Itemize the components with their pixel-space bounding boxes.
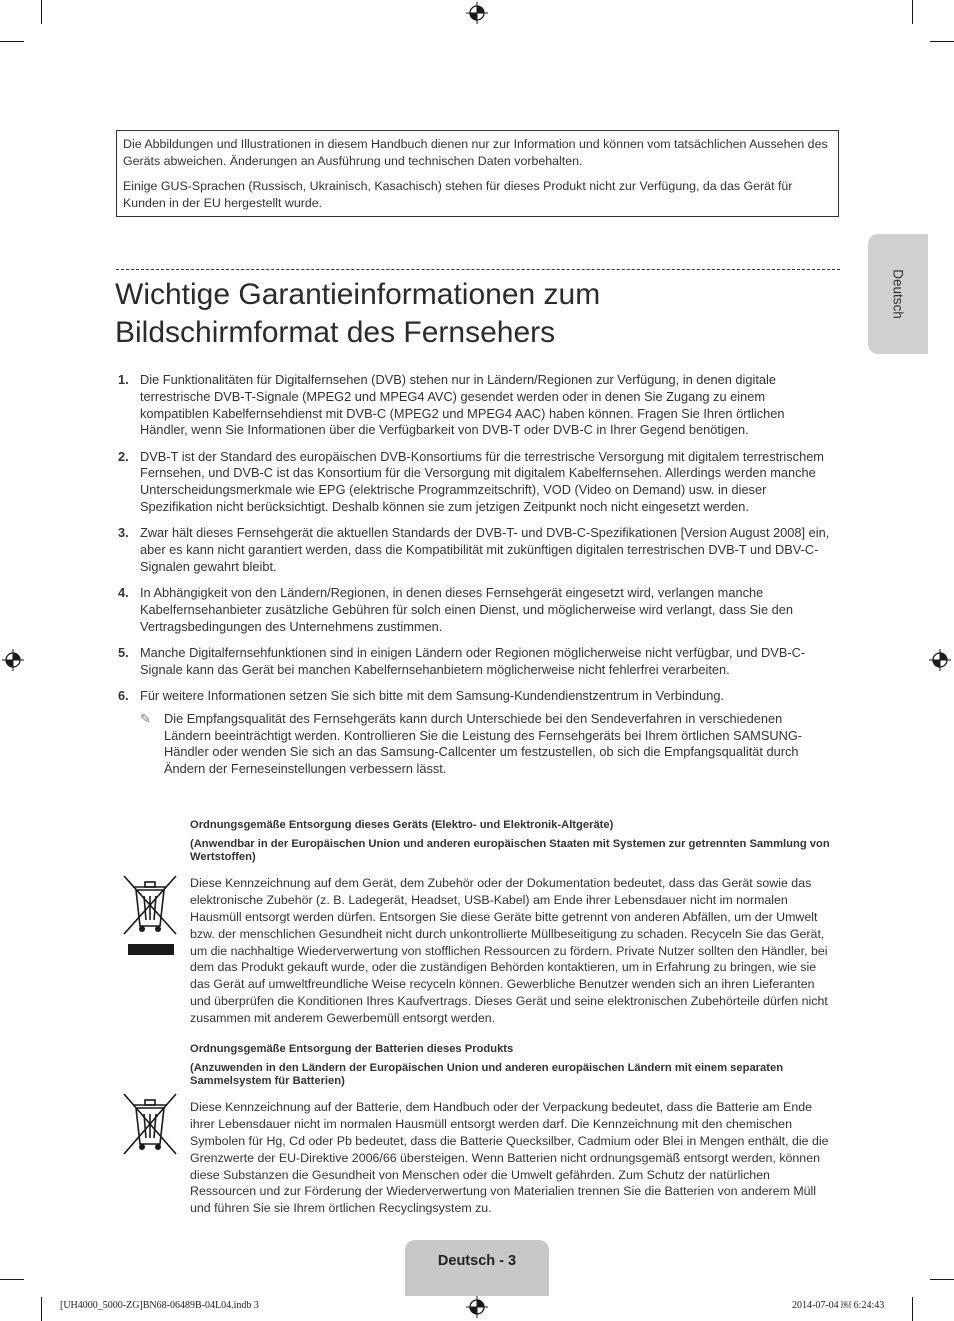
disclaimer-box: [116, 130, 839, 217]
list-item-number: 1.: [118, 372, 129, 387]
crop-mark: [912, 1297, 913, 1321]
list-item-text: In Abhängigkeit von den Ländern/Regionen, in denen dieses Fernsehgerät eingesetzt wird, verlangen manche Kabelfernsehanbieter zusätzliche Gebühren für solch einen Dienst, und möglicherweise wird verlangt, dass Sie den Vertragsbedingungen des Unternehmens zustimmen.: [140, 584, 794, 634]
list-item-text: Manche Digitalfernsehfunktionen sind in einigen Ländern oder Regionen möglicherweise nicht verfügbar, und DVB-C-Signale kann das Gerät bei manchen Kabelfernsehanbietern möglicherweise nicht fehlerfrei verarbeiten.: [140, 644, 806, 677]
registration-mark-icon: [466, 2, 488, 24]
list-item-number: 2.: [118, 448, 129, 464]
battery-body: Diese Kennzeichnung auf der Batterie, dem Handbuch oder der Verpackung bedeutet, dass die Batterie am Ende ihrer Lebensdauer nicht im normalen Hausmüll entsorgt werden darf. Die Kennzeichnung mit den chemischen Symbolen für Hg, Cd oder Pb bedeutet, dass die Batterie Quecksilber, Cadmium oder Blei in Mengen enthält, die die Grenzwerte der EU-Direktive 2006/66 übersteigen. Wenn Batterien nicht ordnungsgemäß entsorgt werden, können diese Substanzen die Gesundheit von Menschen oder die Umwelt gefährden. Zum Schutz der natürlichen Ressourcen und zur Förderung der Wiederverwertung von Materialien trennen Sie die Batterien von anderem Müll und führen Sie sie Ihrem örtlichen Recyclingsystem zu.: [190, 1100, 829, 1216]
weee-heading: Ordnungsgemäße Entsorgung dieses Geräts (Elektro- und Elektronik-Altgeräte): [190, 819, 614, 831]
list-item-number: 5.: [118, 644, 129, 660]
battery-heading: Ordnungsgemäße Entsorgung der Batterien dieses Produkts: [190, 1043, 514, 1055]
page-number-tab: [405, 1240, 549, 1296]
list-item-number: 4.: [118, 584, 129, 600]
list-item: [116, 449, 832, 516]
print-timestamp: 2014-07-04 ￼ 6:24:43: [792, 1300, 885, 1311]
list-item-number: 3.: [118, 525, 129, 541]
crop-mark: [41, 1297, 42, 1321]
list-item: [116, 645, 832, 679]
crop-mark: [930, 41, 954, 42]
list-item-number: 6.: [118, 687, 129, 703]
section-divider: [116, 269, 840, 270]
language-tab: [868, 234, 928, 354]
weee-disposal-section: [190, 818, 838, 1027]
warranty-list: [116, 372, 832, 778]
weee-subheading: (Anwendbar in der Europäischen Union und anderen europäischen Staaten mit Systemen zur getrennten Sammlung von Wertstoffen): [190, 838, 830, 864]
list-item-text: Zwar hält dieses Fernsehgerät die aktuellen Standards der DVB-T- und DVB-C-Spezifikationen [Version August 2008] ein, aber es kann nicht garantiert werden, dass die Kompatibilität mit zukünftigen digitalen terrestrischen DVB-T und DBV-C-Signalen gewahrt bleibt.: [140, 525, 830, 574]
registration-mark-icon: [466, 1296, 488, 1318]
note: [116, 711, 832, 778]
page-number: Deutsch - 3: [437, 1253, 517, 1269]
crop-mark: [0, 41, 24, 42]
battery-subheading: (Anzuwenden in den Ländern der Europäischen Union und anderen europäischen Ländern mit einem separaten Sammelsystem für Batterien): [190, 1062, 784, 1088]
list-item: [116, 688, 832, 705]
list-item-text: DVB-T ist der Standard des europäischen DVB-Konsortiums für die terrestrische Versorgung mit digitalem terrestrischem Fernsehen, und DVB-C ist das Konsortium für die Versorgung mit digitalem Kabelfernsehen. Allerdings werden manche Unterscheidungsmerkmale wie EPG (elektrische Programmzeitschrift), VOD (Video on Demand) usw. in dieser Spezifikation nicht berücksichtigt. Deshalb können sie zum jetzigen Zeitpunkt noch nicht eingesetzt werden.: [140, 448, 824, 514]
language-tab-label: Deutsch: [890, 269, 906, 319]
list-item: [116, 372, 832, 439]
crossed-out-battery-bin-icon: [122, 1092, 178, 1158]
pencil-icon: ✎: [140, 710, 151, 726]
crop-mark: [912, 0, 913, 24]
registration-mark-icon: [2, 649, 24, 671]
weee-body: Diese Kennzeichnung auf dem Gerät, dem Zubehör oder der Dokumentation bedeutet, dass das Gerät sowie das elektronische Zubehör (z. B. Ladegerät, Headset, USB-Kabel) am Ende ihrer Lebensdauer nicht im normalen Hausmüll entsorgt werden dürfen. Entsorgen Sie diese Geräte bitte getrennt von anderen Abfällen, um der Umwelt bzw. der menschlichen Gesundheit nicht durch unkontrollierte Müllbeseitigung zu schaden. Recyceln Sie das Gerät, um die nachhaltige Wiederverwertung von stofflichen Ressourcen zu fördern. Private Nutzer sollten den Händler, bei dem das Produkt gekauft wurde, oder die zuständigen Behörden kontaktieren, um in Erfahrung zu bringen, wie sie das Gerät auf umweltfreundliche Weise recyceln können. Gewerbliche Benutzer wenden sich an ihren Lieferanten und überprüfen die Konditionen Ihres Kaufvertrags. Dieses Gerät und seine elektronischen Zubehörteile dürfen nicht zusammen mit anderem Gewerbemüll entsorgt werden.: [190, 876, 828, 1025]
print-file-info: [UH4000_5000-ZG]BN68-06489B-04L04.indb 3: [60, 1300, 259, 1311]
disclaimer-text: Die Abbildungen und Illustrationen in diesem Handbuch dienen nur zur Information und können vom tatsächlichen Aussehen des Geräts abweichen. Änderungen an Ausführung und technischen Daten vorbehalten.: [123, 137, 828, 168]
list-item-text: Für weitere Informationen setzen Sie sich bitte mit dem Samsung-Kundendienstzentrum in Verbindung.: [140, 687, 724, 703]
registration-mark-icon: [929, 649, 951, 671]
page-title: Wichtige Garantieinformationen zum Bildschirmformat des Fernsehers: [115, 278, 601, 349]
crop-mark: [0, 1279, 24, 1280]
note-text: Die Empfangsqualität des Fernsehgeräts kann durch Unterschiede bei den Sendeverfahren in verschiedenen Ländern beeinträchtigt werden. Kontrollieren Sie die Leistung des Fernsehgeräts bei Ihrem örtlichen SAMSUNG-Händler oder wenden Sie sich an das Samsung-Callcenter um festzustellen, ob sich die Empfangsqualität durch Ändern der Ferneseinstellungen verbessern lässt.: [164, 710, 803, 777]
list-item: [116, 525, 832, 575]
list-item-text: Die Funktionalitäten für Digitalfernsehen (DVB) stehen nur in Ländern/Regionen zur Verfügung, in denen digitale terrestrische DVB-T-Signale (MPEG2 und MPEG4 AVC) gesendet werden oder in denen Sie Zugang zu einem kompatiblen Kabelfernsehdienst mit DVB-C (MPEG2 und MPEG4 AAC) haben können. Fragen Sie Ihren örtlichen Händler, wenn Sie Informationen über die Verfügbarkeit von DVB-T oder DVB-C in Ihrer Gegend benötigen.: [140, 372, 785, 438]
list-item: [116, 585, 832, 635]
disclaimer-text: Einige GUS-Sprachen (Russisch, Ukrainisch, Kasachisch) stehen für dieses Produkt nicht zur Verfügung, da das Gerät für Kunden in der EU hergestellt wurde.: [123, 179, 793, 210]
crossed-out-wheelie-bin-icon: [122, 874, 178, 958]
crop-mark: [41, 0, 42, 24]
battery-disposal-section: [190, 1042, 838, 1217]
crop-mark: [930, 1279, 954, 1280]
